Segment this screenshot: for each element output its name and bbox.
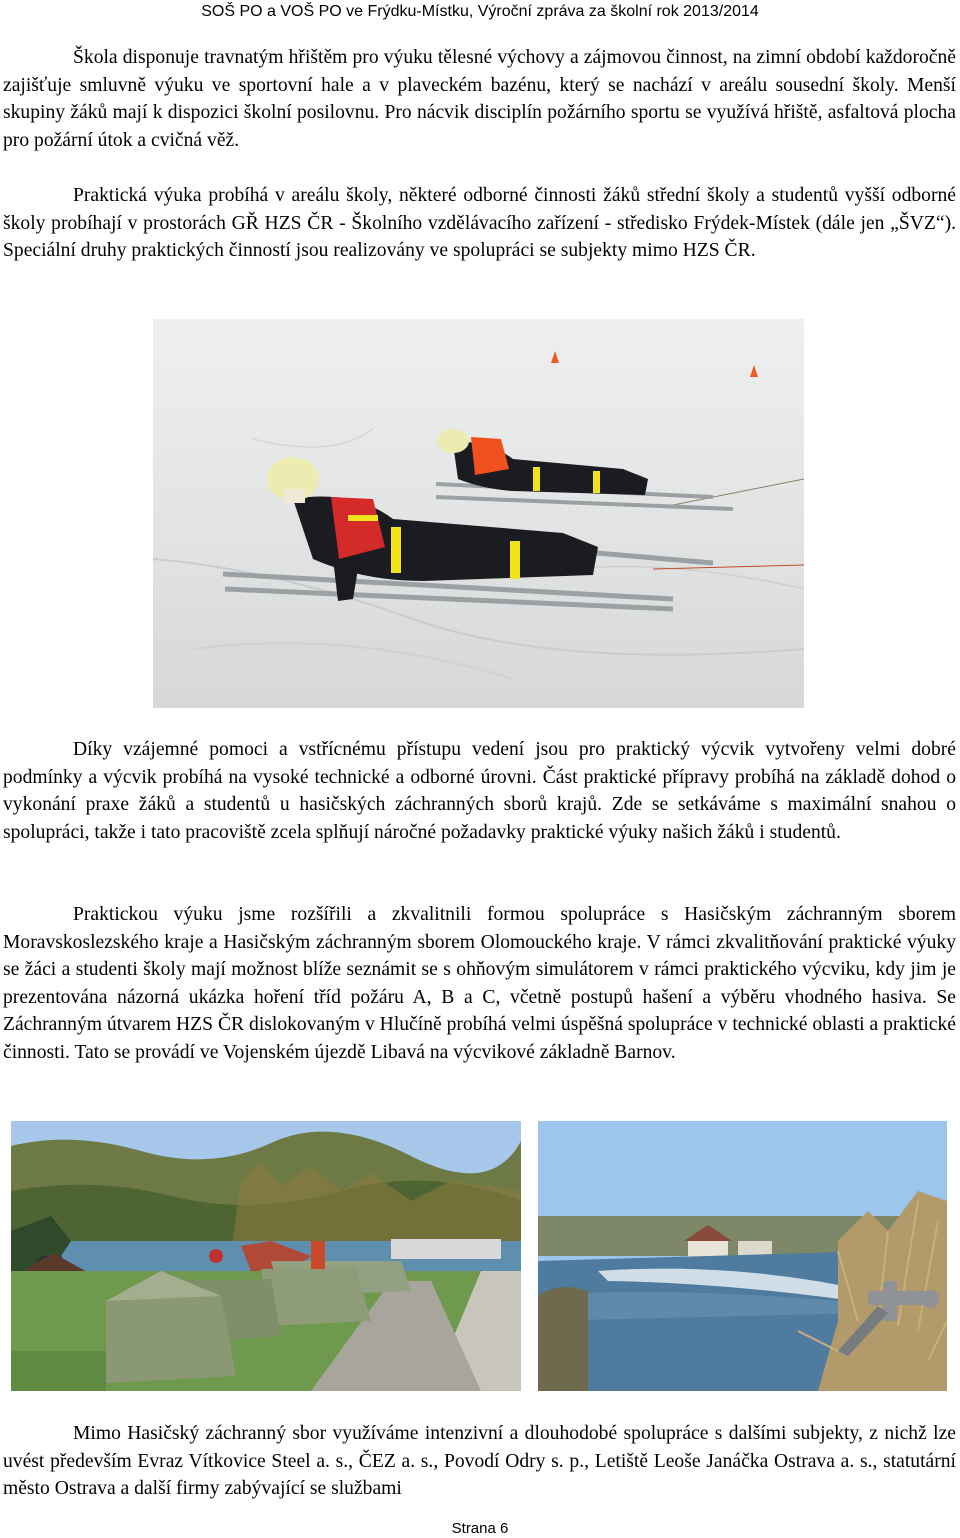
photo-water-spray-exercise [538, 1121, 947, 1391]
page-number: Strana 6 [451, 1520, 509, 1537]
paragraph-facilities: Škola disponuje travnatým hřištěm pro výuku tělesné výchovy a zájmovou činnost, na zimní období každoročně zajišťuje smluvně výuku ve sportovní hale a v plaveckém bazénu, který se nachází v areálu sousední školy. Menší skupiny žáků mají k dispozici školní posilovnu. Pro nácvik disciplín požárního sportu se využívá hřiště, asfaltová plocha pro požární útok a cvičná věž. [3, 47, 956, 151]
paragraph-practical-training: Praktická výuka probíhá v areálu školy, některé odborné činnosti žáků střední školy a studentů vyšší odborné školy probíhají v prostorách GŘ HZS ČR - Školního vzdělávacího zařízení - středisko Frýdek-Místek (dále jen „ŠVZ“). Speciální druhy praktických činností jsou realizovány ve spolupráci se subjekty mimo HZS ČR. [3, 185, 956, 261]
paragraph-other-partners: Mimo Hasičský záchranný sbor využíváme intenzivní a dlouhodobé spolupráce s dalšími subjekty, z nichž lze uvést především Evraz Vítkovice Steel a. s., ČEZ a. s., Povodí Odry s. p., Letiště Leoše Janáčka Ostrava a. s., statutární město Ostrava a další firmy zabývající se službami [3, 1423, 956, 1499]
photo-training-camp [11, 1121, 521, 1391]
paragraph-expanded-training: Praktickou výuku jsme rozšířili a zkvalitnili formou spolupráce s Hasičským záchranným sborem Moravskoslezského kraje a Hasičským záchranným sborem Olomouckého kraje. V rámci zkvalitňování praktické výuky se žáci a studenti školy mají možnost blíže seznámit se s ohňovým simulátorem v rámci praktického výcviku, kdy jim je prezentována názorná ukázka hoření tříd požáru A, B a C, včetně postupů hašení a výběru vhodného hasiva. Se Záchranným útvarem HZS ČR dislokovaným v Hlučíně probíhá velmi úspěšná spolupráce v technické oblasti a praktické činnosti. Tato se provádí ve Vojenském újezdě Libavá na výcvikové základně Barnov. [3, 904, 956, 1063]
paragraph-cooperation: Díky vzájemné pomoci a vstřícnému přístupu vedení jsou pro praktický výcvik vytvořeny velmi dobré podmínky a výcvik probíhá na vysoké technické a odborné úrovni. Část praktické přípravy probíhá na základě dohod o vykonání praxe žáků a studentů u hasičských záchranných sborů krajů. Zde se setkáváme s maximální snahou o spolupráci, takže i tato pracoviště zcela splňují náročné požadavky praktické výuky našich žáků i studentů. [3, 739, 956, 843]
photo-ice-rescue-training [153, 319, 804, 708]
document-header: SOŠ PO a VOŠ PO ve Frýdku-Místku, Výroční zpráva za školní rok 2013/2014 [201, 3, 759, 20]
